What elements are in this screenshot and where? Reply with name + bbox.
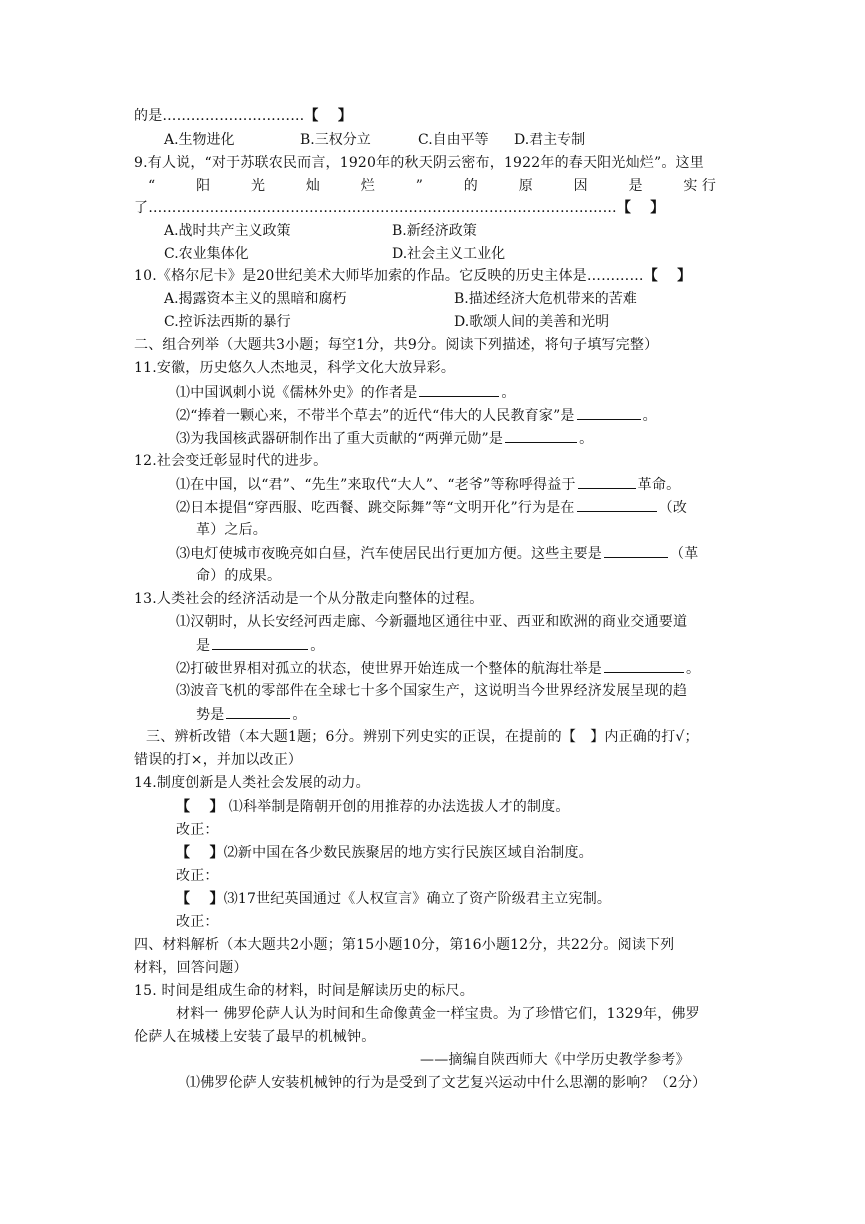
q13-stem: 13.人类社会的经济活动是一个从分散走向整体的过程。 xyxy=(134,591,484,607)
q12-stem: 12.社会变迁彰显时代的进步。 xyxy=(134,453,328,469)
q15-source: ——摘编自陕西师大《中学历史教学参考》 xyxy=(420,1052,690,1068)
q9-stem-spread: “ 阳 光 灿 烂 ” 的 原 因 是 实 行 xyxy=(148,178,716,194)
q11-item-1: ⑴中国讽刺小说《儒林外史》的作者是 。 xyxy=(176,382,516,403)
q9-option-a: A.战时共产主义政策 xyxy=(164,223,291,239)
q10-option-b: B.描述经济大危机带来的苦难 xyxy=(454,291,637,307)
section-4-heading-cont: 材料，回答问题） xyxy=(134,960,248,976)
q8-option-b: B.三权分立 xyxy=(300,132,371,148)
section-3-heading-cont: 错误的打×，并加以改正） xyxy=(134,752,303,768)
q11-item-3: ⑶为我国核武器研制作出了重大贡献的“两弹元勋”是 。 xyxy=(176,428,593,449)
q13-item-3: ⑶波音飞机的零部件在全球七十多个国家生产，这说明当今世界经济发展呈现的趋 xyxy=(176,683,688,699)
section-2-heading: 二、组合列举（大题共3小题；每空1分，共9分。阅读下列描述，将句子填写完整） xyxy=(134,337,659,353)
q13-item-2: ⑵打破世界相对孤立的状态，使世界开始连成一个整体的航海壮举是 。 xyxy=(176,658,700,679)
q12-item-1: ⑴在中国，以“君”、“先生”来取代“大人”、“老爷”等称呼得益于 革命。 xyxy=(176,474,680,495)
q10-option-a: A.揭露资本主义的黑暗和腐朽 xyxy=(164,291,347,307)
q9-option-b: B.新经济政策 xyxy=(392,223,477,239)
q13-item-3-cont: 势是 。 xyxy=(196,704,307,725)
q12-item-2: ⑵日本提倡“穿西服、吃西餐、跳交际舞”等“文明开化”行为是在 （改 xyxy=(176,497,687,518)
q8-option-a: A.生物进化 xyxy=(164,132,235,148)
q9-tail: 了………………………………………………………………………………………【 】 xyxy=(134,200,665,216)
q14-correction-1: 改正： xyxy=(176,822,219,838)
q12-item-3-cont: 命）的成果。 xyxy=(196,568,282,584)
q14-stem: 14.制度创新是人类社会发展的动力。 xyxy=(134,775,370,791)
section-4-heading: 四、材料解析（本大题共2小题；第15小题10分，第16小题12分，共22分。阅读下列 xyxy=(134,937,675,953)
q14-correction-2: 改正： xyxy=(176,868,219,884)
q9-option-c: C.农业集体化 xyxy=(164,246,249,262)
q11-item-2: ⑵“捧着一颗心来，不带半个草去”的近代“伟大的人民教育家”是 。 xyxy=(176,405,657,426)
q10-option-c: C.控诉法西斯的暴行 xyxy=(164,314,291,330)
q9-option-d: D.社会主义工业化 xyxy=(392,246,506,262)
q12-item-2-cont: 革）之后。 xyxy=(196,522,267,538)
q10-stem: 10.《格尔尼卡》是20世纪美术大师毕加索的作品。它反映的历史主体是…………【 】 xyxy=(134,268,692,284)
q8-option-c: C.自由平等 xyxy=(418,132,489,148)
q8-option-d: D.君主专制 xyxy=(514,132,586,148)
q14-item-1: 【 】 ⑴科举制是隋朝开创的用推荐的办法选拔人才的制度。 xyxy=(176,799,570,815)
q15-material-1-cont: 伦萨人在城楼上安装了最早的机械钟。 xyxy=(134,1029,376,1045)
q12-item-3: ⑶电灯使城市夜晚亮如白昼，汽车使居民出行更加方便。这些主要是 （革 xyxy=(176,543,698,564)
section-3-heading: 三、辨析改错（本大题1题；6分。辨别下列史实的正误，在提前的【 】内正确的打√； xyxy=(146,729,699,745)
q8-tail: 的是…………………………【 】 xyxy=(134,108,353,124)
q9-stem: 9.有人说，“对于苏联农民而言，1920年的秋天阴云密布，1922年的春天阳光灿烂”。这里 xyxy=(134,155,704,171)
q10-option-d: D.歌颂人间的美善和光明 xyxy=(454,314,610,330)
q13-item-1: ⑴汉朝时，从长安经河西走廊、今新疆地区通往中亚、西亚和欧洲的商业交通要道 xyxy=(176,614,688,630)
q14-item-2: 【 】⑵新中国在各少数民族聚居的地方实行民族区域自治制度。 xyxy=(176,845,593,861)
q13-item-1-cont: 是 。 xyxy=(196,635,324,656)
q15-stem: 15. 时间是组成生命的材料，时间是解读历史的标尺。 xyxy=(134,983,474,999)
q11-stem: 11.安徽，历史悠久人杰地灵，科学文化大放异彩。 xyxy=(134,360,456,376)
q14-item-3: 【 】⑶17世纪英国通过《人权宣言》确立了资产阶级君主立宪制。 xyxy=(176,891,612,907)
q15-question-1: ⑴佛罗伦萨人安装机械钟的行为是受到了文艺复兴运动中什么思潮的影响？（2分） xyxy=(186,1075,707,1091)
q14-correction-3: 改正： xyxy=(176,914,219,930)
q15-material-1: 材料一 佛罗伦萨人认为时间和生命像黄金一样宝贵。为了珍惜它们，1329年，佛罗 xyxy=(176,1006,700,1022)
